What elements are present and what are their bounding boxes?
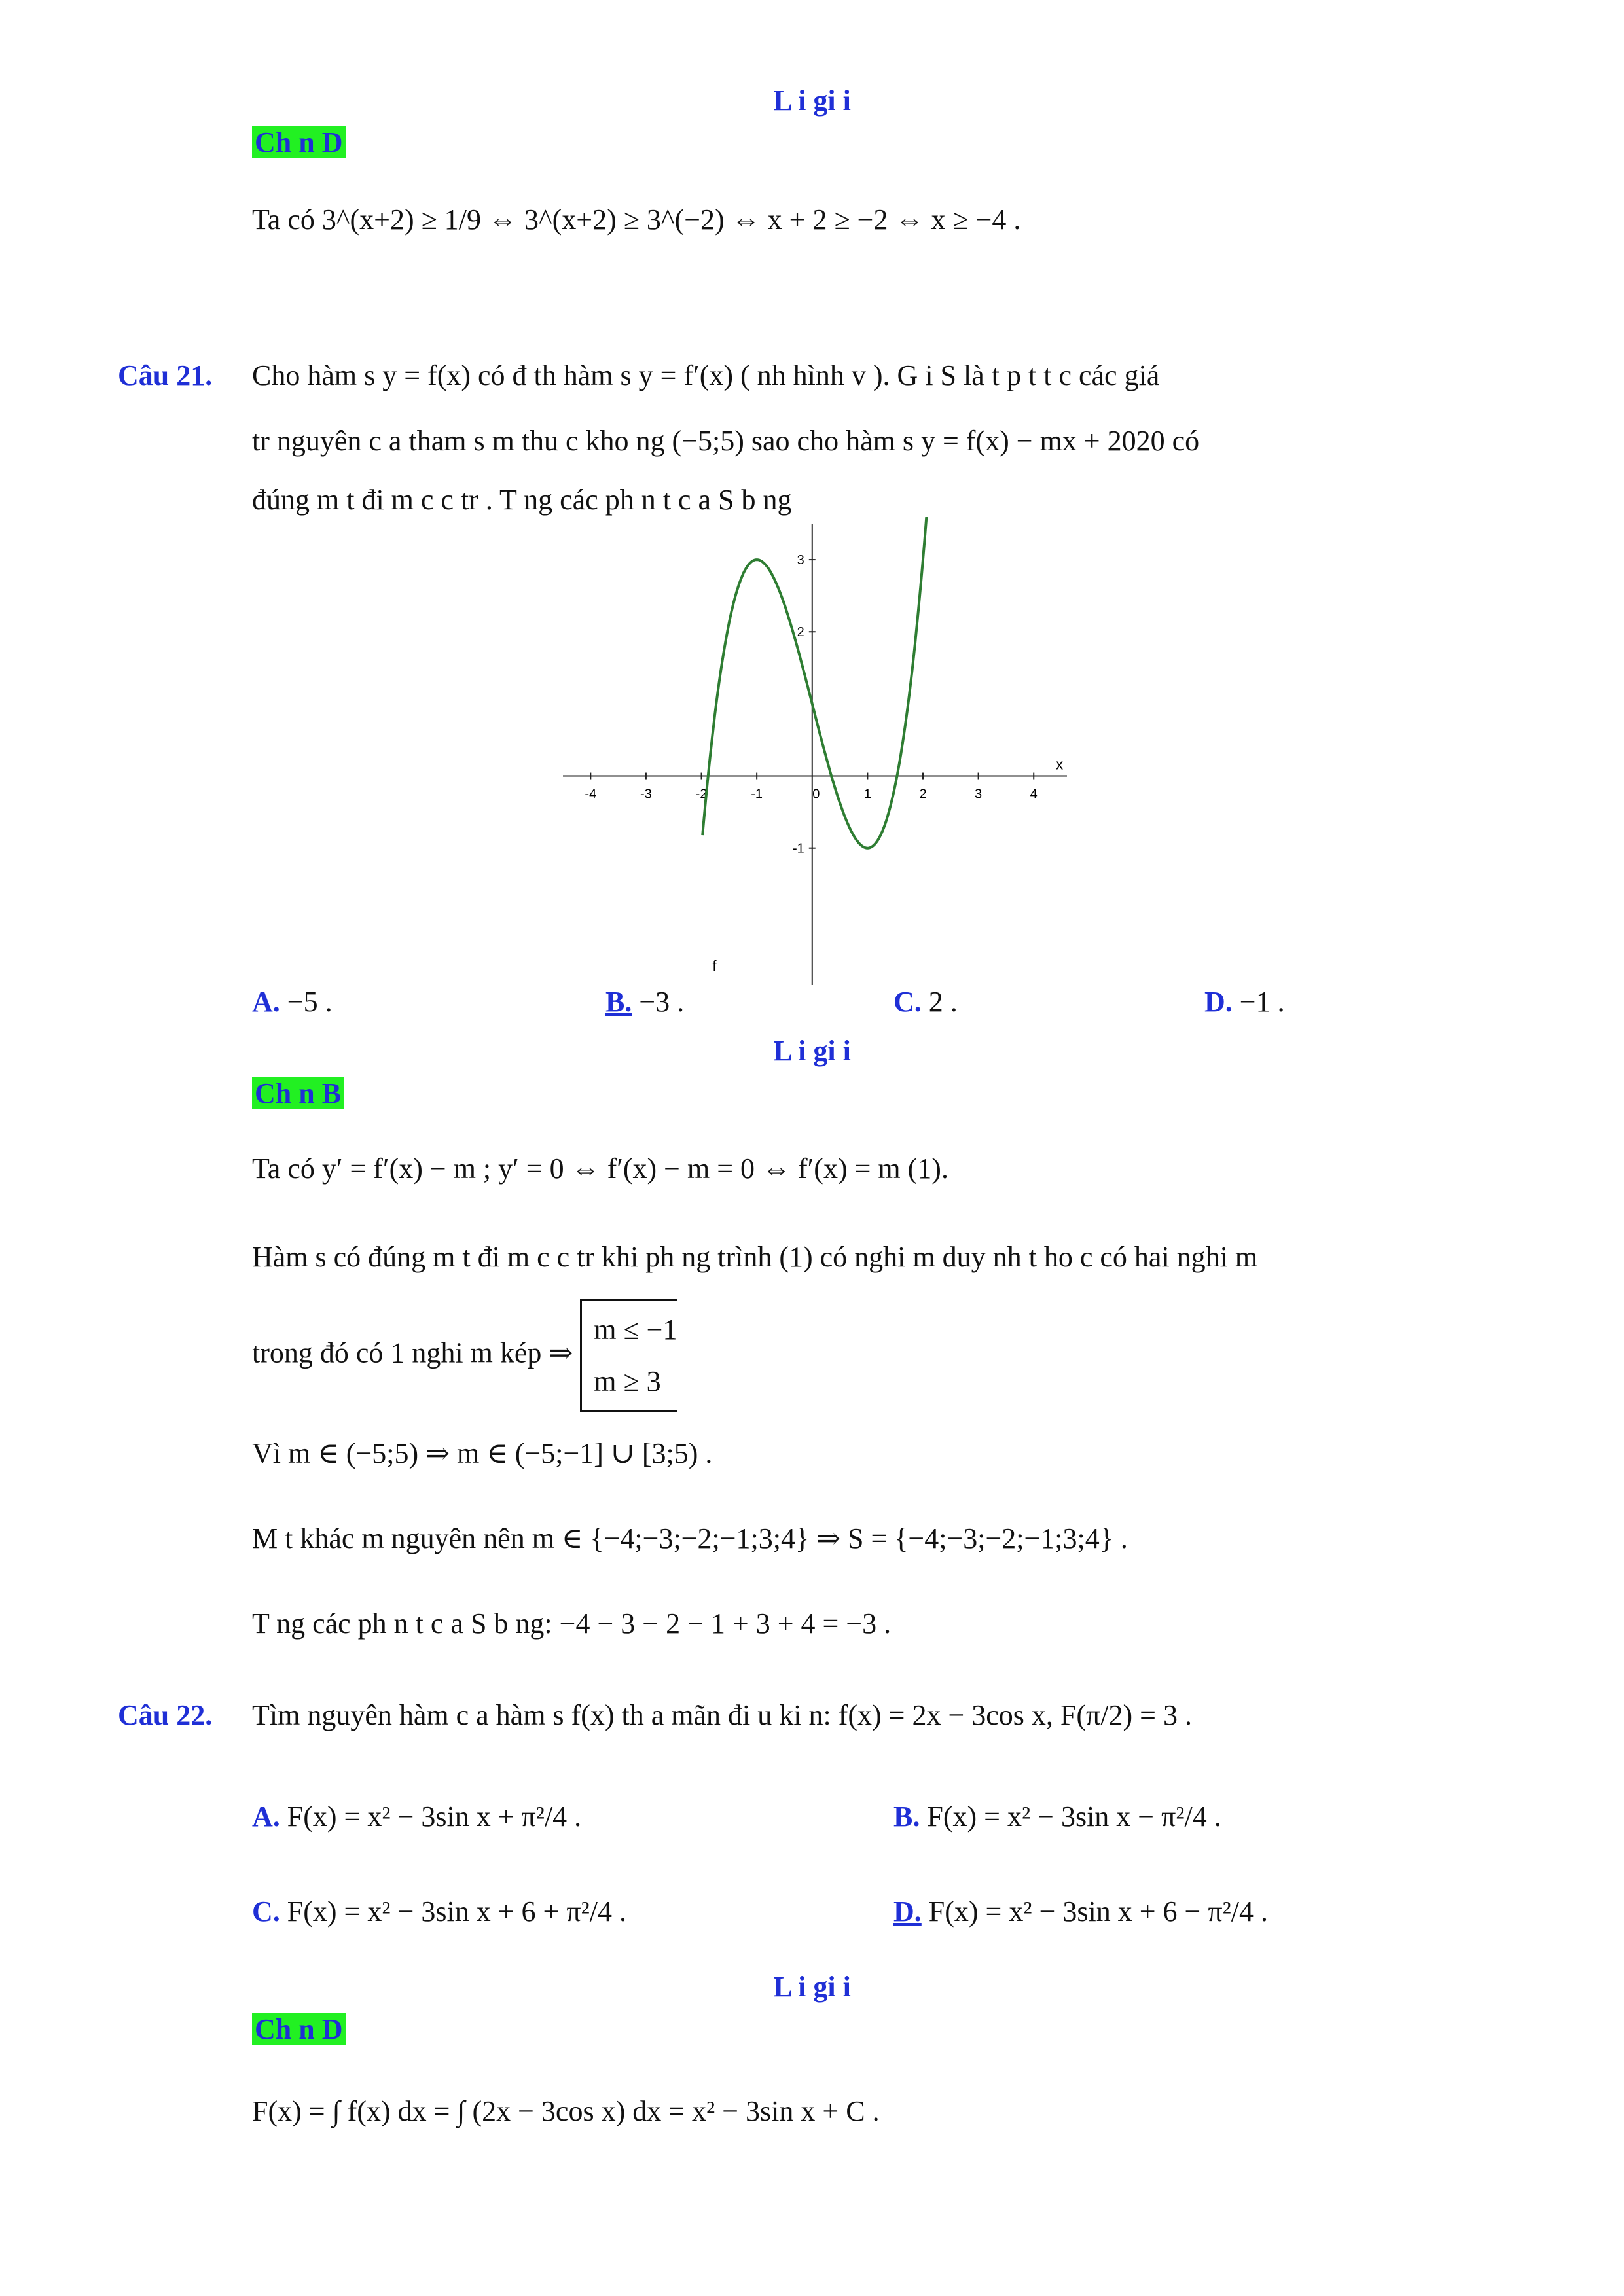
x-tick-label: -4	[585, 787, 597, 802]
question-22-label: Câu 22.	[118, 1699, 213, 1731]
solution-title-3: L i gi i	[773, 1971, 851, 2003]
question-21-line-3: đúng m t đi m c c tr . T ng các ph n t c a S b ng	[252, 484, 792, 516]
solution-1-line: Ta có 3^(x+2) ≥ 1/9 ⇔ 3^(x+2) ≥ 3^(−2) ⇔ x + 2 ≥ −2 ⇔ x ≥ −4 .	[252, 204, 1021, 236]
x-tick-label: -1	[751, 787, 763, 802]
derivative-graph	[550, 517, 1074, 988]
q22-option-c[interactable]: C. F(x) = x² − 3sin x + 6 + π²/4 .	[252, 1895, 626, 1928]
solution-2-line-4: Vì m ∈ (−5;5) ⇒ m ∈ (−5;−1] ∪ [3;5) .	[252, 1437, 713, 1469]
question-21-label: Câu 21.	[118, 359, 213, 391]
solution-title-2: L i gi i	[773, 1035, 851, 1067]
solution-2-line-3: trong đó có 1 nghi m kép ⇒ m ≤ −1 m ≥ 3	[252, 1299, 677, 1412]
option-a[interactable]: A. −5 .	[252, 986, 333, 1018]
solution-2-line-1: Ta có y′ = f′(x) − m ; y′ = 0 ⇔ f′(x) − m = 0 ⇔ f′(x) = m (1).	[252, 1153, 948, 1185]
series-f-label: f	[712, 957, 717, 974]
solution-2-line-6: T ng các ph n t c a S b ng: −4 − 3 − 2 − 1 + 3 + 4 = −3 .	[252, 1607, 892, 1640]
question-21-line-2: tr nguyên c a tham s m thu c kho ng (−5;5) sao cho hàm s y = f(x) − mx + 2020 có	[252, 425, 1200, 457]
y-tick-label: 3	[797, 553, 804, 568]
question-21-line-1: Cho hàm s y = f(x) có đ th hàm s y = f′(x) ( nh hình v ). G i S là t p t t c các giá	[252, 359, 1160, 391]
x-tick-label: -2	[695, 787, 708, 802]
x-tick-label: -3	[640, 787, 652, 802]
option-d[interactable]: D. −1 .	[1204, 986, 1285, 1018]
q22-option-d[interactable]: D. F(x) = x² − 3sin x + 6 − π²/4 .	[893, 1895, 1268, 1928]
x-axis-label: x	[1056, 756, 1064, 773]
answer-choice-1: Ch n D	[252, 126, 346, 159]
y-tick-label: 2	[797, 625, 804, 640]
option-b[interactable]: B. −3 .	[605, 986, 685, 1018]
answer-choice-2: Ch n B	[252, 1077, 344, 1110]
q22-option-b[interactable]: B. F(x) = x² − 3sin x − π²/4 .	[893, 1801, 1221, 1833]
answer-choice-3: Ch n D	[252, 2013, 346, 2046]
option-c[interactable]: C. 2 .	[893, 986, 958, 1018]
solution-title-1: L i gi i	[773, 84, 851, 117]
solution-3-line: F(x) = ∫ f(x) dx = ∫ (2x − 3cos x) dx = x² − 3sin x + C .	[252, 2095, 880, 2127]
graph-axes	[563, 524, 1067, 985]
q22-option-a[interactable]: A. F(x) = x² − 3sin x + π²/4 .	[252, 1801, 582, 1833]
case-bracket: m ≤ −1 m ≥ 3	[580, 1299, 677, 1412]
x-tick-label: 1	[863, 787, 871, 802]
solution-2-line-2: Hàm s có đúng m t đi m c c tr khi ph ng trình (1) có nghi m duy nh t ho c có hai nghi m	[252, 1241, 1258, 1273]
x-tick-label: 2	[919, 787, 927, 802]
x-tick-label: 3	[975, 787, 983, 802]
question-22-line: Tìm nguyên hàm c a hàm s f(x) th a mãn đi u ki n: f(x) = 2x − 3cos x, F(π/2) = 3 .	[252, 1699, 1192, 1731]
x-tick-label: 4	[1030, 787, 1038, 802]
y-tick-label: -1	[792, 841, 804, 856]
solution-2-line-5: M t khác m nguyên nên m ∈ {−4;−3;−2;−1;3;4} ⇒ S = {−4;−3;−2;−1;3;4} .	[252, 1522, 1128, 1554]
x-tick-label: 0	[812, 787, 820, 802]
